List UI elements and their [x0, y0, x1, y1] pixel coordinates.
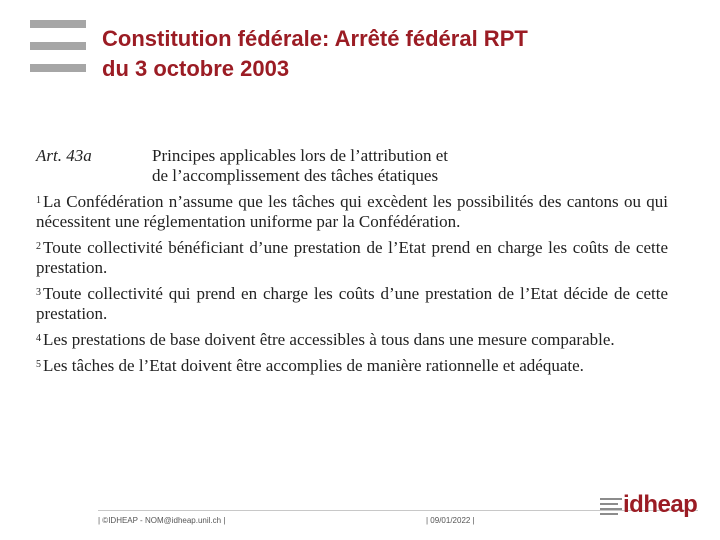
paragraph-number: 3: [36, 287, 41, 298]
article-heading: [152, 146, 448, 186]
slide-title-line-1: Constitution fédérale: Arrêté fédéral RPT: [102, 26, 528, 51]
paragraph-text: Toute collectivité qui prend en charge les coûts d’une prestation de l’Etat décide de cette prestation.: [36, 284, 668, 323]
idheap-logo-text: idheap: [623, 491, 698, 518]
article-paragraph-4: [36, 330, 668, 350]
paragraph-text: Les tâches de l’Etat doivent être accomplies de manière rationnelle et adéquate.: [43, 356, 584, 375]
article-paragraph-2: [36, 238, 668, 278]
article-43a: [36, 146, 668, 382]
article-paragraph-1: [36, 192, 668, 232]
paragraph-number: 2: [36, 241, 41, 252]
article-heading-line-1: Principes applicables lors de l’attribution et: [152, 146, 449, 165]
idheap-logo: [600, 490, 697, 520]
paragraph-number: 5: [36, 359, 41, 370]
paragraph-text: La Confédération n’assume que les tâches qui excèdent les possibilités des cantons ou qui nécessitent une réglementation uniforme par la Confédération.: [36, 192, 668, 231]
slide-title: [102, 24, 702, 84]
paragraph-text: Les prestations de base doivent être accessibles à tous dans une mesure comparable.: [43, 330, 615, 349]
article-paragraph-3: [36, 284, 668, 324]
article-heading-line-2: de l’accomplissement des tâches étatiques: [152, 166, 439, 185]
paragraph-number: 4: [36, 333, 41, 344]
article-paragraph-5: [36, 356, 668, 376]
article-header: [36, 146, 668, 186]
idheap-logo-lines-icon: [600, 494, 622, 516]
article-number: Art. 43a: [36, 146, 92, 165]
footer-date: | 09/01/2022 |: [426, 516, 475, 525]
footer-contact: | ©IDHEAP - NOM@idheap.unil.ch |: [98, 516, 226, 525]
paragraph-text: Toute collectivité bénéficiant d’une prestation de l’Etat prend en charge les coûts de cette prestation.: [36, 238, 668, 277]
paragraph-number: 1: [36, 195, 41, 206]
slide-title-line-2: du 3 octobre 2003: [102, 56, 290, 81]
